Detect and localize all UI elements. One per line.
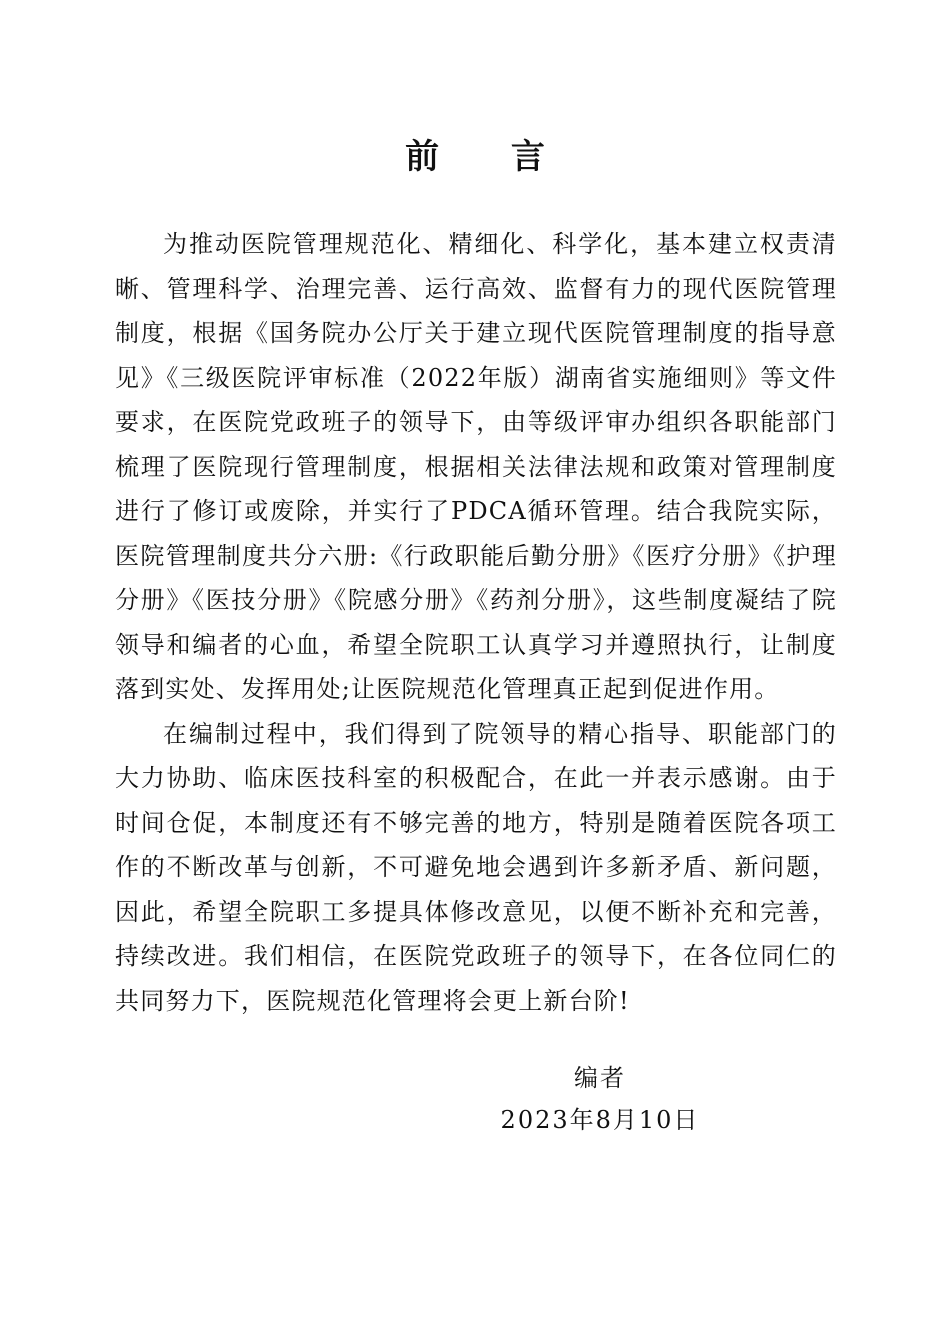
paragraph-1: 为推动医院管理规范化、精细化、科学化，基本建立权责清晰、管理科学、治理完善、运行高效、监督有力的现代医院管理制度，根据《国务院办公厅关于建立现代医院管理制度的指导意见》《三级医院评审标准（2022年版）湖南省实施细则》等文件要求，在医院党政班子的领导下，由等级评审办组织各职能部门梳理了医院现行管理制度，根据相关法律法规和政策对管理制度进行了修订或废除，并实行了PDCA循环管理。结合我院实际，医院管理制度共分六册:《行政职能后勤分册》《医疗分册》《护理分册》《医技分册》《院感分册》《药剂分册》，这些制度凝结了院领导和编者的心血，希望全院职工认真学习并遵照执行，让制度落到实处、发挥用处;让医院规范化管理真正起到促进作用。	[115, 230, 837, 703]
paragraph-2: 在编制过程中，我们得到了院领导的精心指导、职能部门的大力协助、临床医技科室的积极配合，在此一并表示感谢。由于时间仓促，本制度还有不够完善的地方，特别是随着医院各项工作的不断改革与创新，不可避免地会遇到许多新矛盾、新问题，因此，希望全院职工多提具体修改意见，以便不断补充和完善，持续改进。我们相信，在医院党政班子的领导下，在各位同仁的共同努力下，医院规范化管理将会更上新台阶!	[115, 719, 837, 1015]
preface-body	[115, 222, 837, 1023]
signature-author: 编者	[574, 1064, 626, 1092]
page-title-text: 前 言	[405, 137, 575, 177]
signature-date: 2023年8月10日	[500, 1106, 700, 1134]
page-title	[0, 135, 950, 179]
